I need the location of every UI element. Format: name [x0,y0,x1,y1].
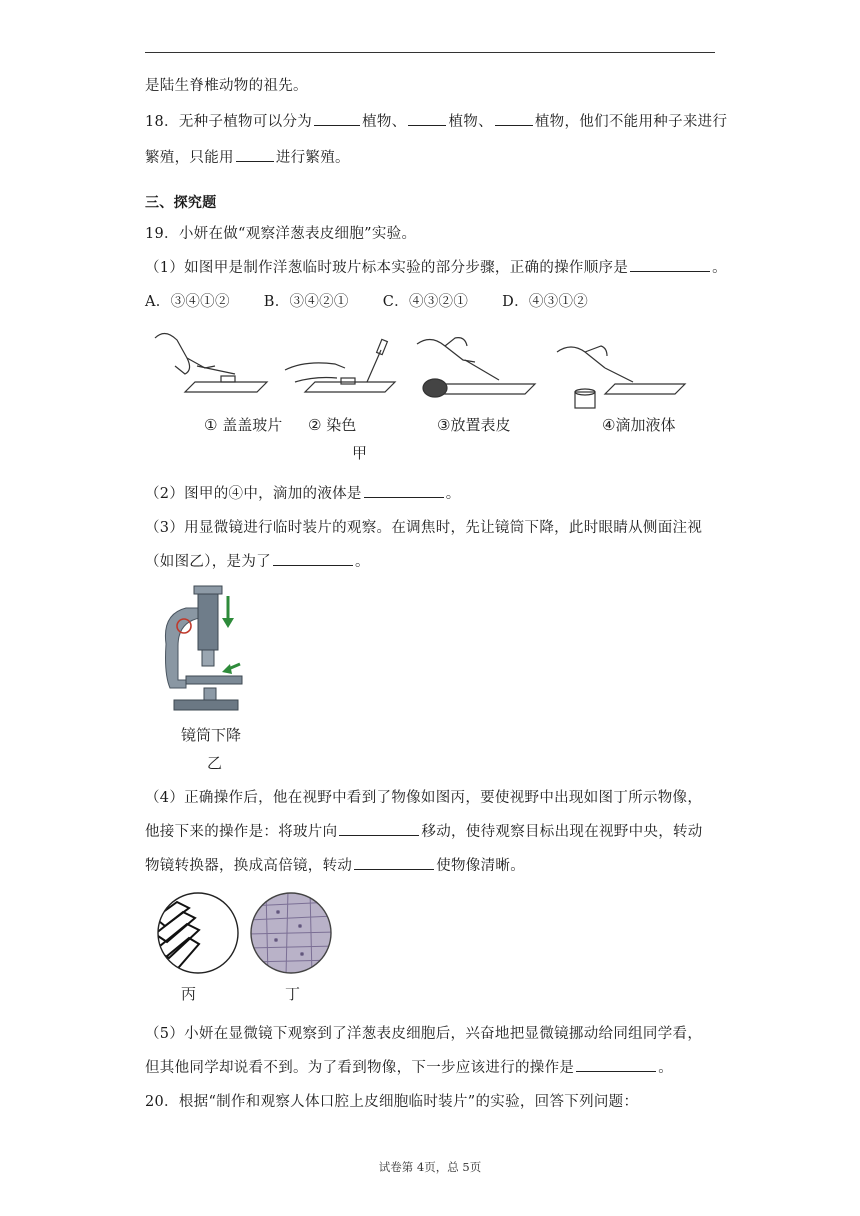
answer-blank [273,551,353,566]
question-19-5-cont: 但其他同学却说看不到。为了看到物像，下一步应该进行的操作是 。 [145,1056,673,1077]
options-row [145,290,622,311]
answer-blank [630,257,710,272]
page-footer: 试卷第 4页，总 5页 [378,1160,482,1174]
question-20: 20．根据“制作和观察人体口腔上皮细胞临时装片”的实验，回答下列问题： [145,1094,639,1110]
answer-blank [236,147,274,162]
option-c: C．④③②① [382,294,469,310]
step-4-label: ④滴加液体 [602,416,676,434]
question-19-4: （4）正确操作后，他在视野中看到了物像如图丙，要使视野中出现如图丁所示物像， [145,790,703,806]
figure-jia-steps [145,326,705,416]
answer-blank [314,111,360,126]
step-3-label: ③放置表皮 [437,416,511,434]
answer-blank [495,111,533,126]
option-d: D．④③①② [502,294,589,310]
figure-bing-label: 丙 [181,985,197,1003]
answer-blank [339,821,419,836]
figure-ding-label: 丁 [285,985,301,1003]
figure-jia-label: 甲 [352,444,368,462]
step-1-label: ① 盖盖玻片 [204,416,283,434]
question-19-4-cont: 他接下来的操作是：将玻片向 移动，使待观察目标出现在视野中央，转动 [145,820,703,841]
question-19-3: （3）用显微镜进行临时装片的观察。在调焦时，先让镜筒下降，此时眼睛从侧面注视 [145,520,703,536]
question-19-1: （1）如图甲是制作洋葱临时玻片标本实验的部分步骤，正确的操作顺序是 。 [145,256,727,277]
text-line: 是陆生脊椎动物的祖先。 [145,78,308,94]
step-2-label: ② 染色 [308,416,357,434]
question-19-2: （2）图甲的④中，滴加的液体是 。 [145,482,461,503]
header-rule [145,52,715,53]
answer-blank [354,855,434,870]
option-b: B．③④②① [263,294,349,310]
figure-ding-view [248,890,334,976]
question-19-5: （5）小妍在显微镜下观察到了洋葱表皮细胞后，兴奋地把显微镜挪动给同组同学看， [145,1026,703,1042]
answer-blank [408,111,446,126]
section-heading: 三、探究题 [145,195,217,211]
option-a: A．③④①② [145,294,230,310]
answer-blank [364,483,444,498]
question-19-3-cont: （如图乙），是为了 。 [145,550,370,571]
question-19: 19．小妍在做“观察洋葱表皮细胞”实验。 [145,226,417,242]
figure-yi-label: 乙 [207,754,223,772]
answer-blank [576,1057,656,1072]
question-18: 18．无种子植物可以分为 植物、 植物、 植物，他们不能用种子来进行 [145,110,727,131]
question-19-4-cont2: 物镜转换器，换成高倍镜，转动 使物像清晰。 [145,854,525,875]
figure-bing-view [155,890,241,976]
microscope-illustration [160,584,252,712]
figure-yi-caption: 镜筒下降 [181,726,242,744]
question-18-cont: 繁殖，只能用 进行繁殖。 [145,146,350,167]
